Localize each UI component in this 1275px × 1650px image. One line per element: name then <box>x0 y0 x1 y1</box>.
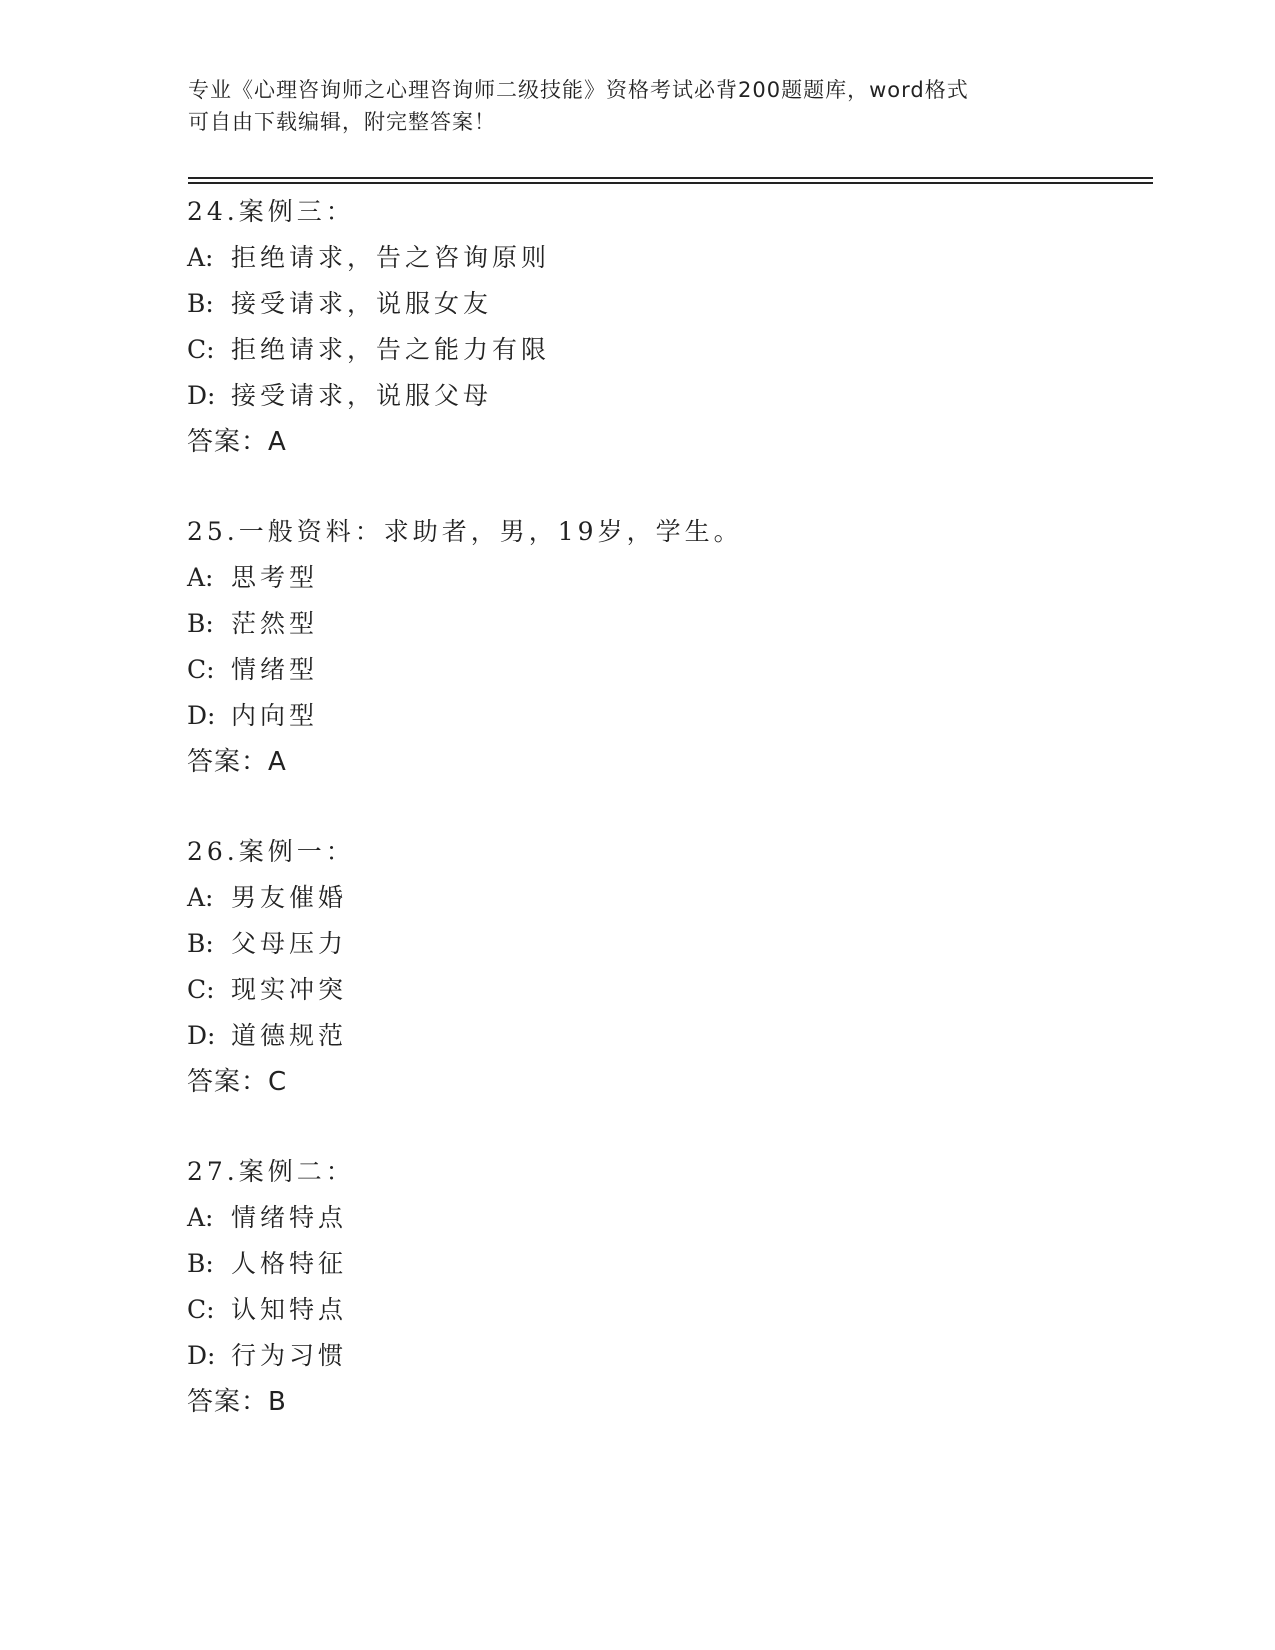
answer-line: 答案：C <box>187 1067 288 1097</box>
option-text: 行为习惯 <box>231 1341 348 1370</box>
option-letter: B: <box>187 1249 214 1278</box>
header-divider-top <box>188 177 1153 179</box>
option-c <box>187 1287 1087 1333</box>
option-text: 思考型 <box>231 563 319 592</box>
option-text: 拒绝请求，告之能力有限 <box>231 335 551 364</box>
answer-line: 答案：A <box>187 747 287 777</box>
option-text: 男友催婚 <box>231 883 348 912</box>
option-text: 情绪型 <box>231 655 319 684</box>
option-text: 现实冲突 <box>231 975 348 1004</box>
option-c <box>187 647 1087 693</box>
question-title: 24.案例三： <box>187 197 355 226</box>
question-title: 26.案例一： <box>187 837 355 866</box>
question-block <box>187 1149 1087 1425</box>
option-letter: C: <box>187 655 215 684</box>
option-d <box>187 373 1087 419</box>
option-text: 茫然型 <box>231 609 319 638</box>
header-line-1: 专业《心理咨询师之心理咨询师二级技能》资格考试必背200题题库，word格式 <box>188 78 969 102</box>
option-letter: A: <box>187 563 214 592</box>
question-title: 25.一般资料：求助者，男，19岁，学生。 <box>187 517 743 546</box>
option-d <box>187 1333 1087 1379</box>
question-block <box>187 189 1087 465</box>
option-text: 内向型 <box>231 701 319 730</box>
option-text: 情绪特点 <box>231 1203 348 1232</box>
document-header <box>188 74 1068 138</box>
option-letter: B: <box>187 609 214 638</box>
option-text: 父母压力 <box>231 929 348 958</box>
option-d <box>187 693 1087 739</box>
option-b <box>187 281 1087 327</box>
answer-line: 答案：A <box>187 427 287 457</box>
header-divider-bottom <box>188 182 1153 184</box>
option-d <box>187 1013 1087 1059</box>
option-text: 道德规范 <box>231 1021 348 1050</box>
option-letter: B: <box>187 929 214 958</box>
answer-line: 答案：B <box>187 1387 287 1417</box>
option-b <box>187 601 1087 647</box>
option-letter: D: <box>187 1341 216 1370</box>
option-letter: A: <box>187 1203 214 1232</box>
option-letter: C: <box>187 1295 215 1324</box>
option-text: 接受请求，说服女友 <box>231 289 493 318</box>
option-letter: D: <box>187 701 216 730</box>
option-text: 拒绝请求，告之咨询原则 <box>231 243 551 272</box>
option-text: 认知特点 <box>231 1295 348 1324</box>
option-text: 接受请求，说服父母 <box>231 381 493 410</box>
option-letter: C: <box>187 975 215 1004</box>
header-line-2: 可自由下载编辑，附完整答案！ <box>188 110 496 134</box>
option-a <box>187 1195 1087 1241</box>
option-c <box>187 327 1087 373</box>
option-a <box>187 875 1087 921</box>
option-a <box>187 555 1087 601</box>
option-letter: B: <box>187 289 214 318</box>
question-block <box>187 509 1087 785</box>
option-a <box>187 235 1087 281</box>
option-letter: A: <box>187 243 214 272</box>
option-letter: C: <box>187 335 215 364</box>
option-b <box>187 921 1087 967</box>
option-letter: D: <box>187 1021 216 1050</box>
option-text: 人格特征 <box>231 1249 348 1278</box>
option-letter: D: <box>187 381 216 410</box>
question-block <box>187 829 1087 1105</box>
option-letter: A: <box>187 883 214 912</box>
question-title: 27.案例二： <box>187 1157 355 1186</box>
option-b <box>187 1241 1087 1287</box>
option-c <box>187 967 1087 1013</box>
